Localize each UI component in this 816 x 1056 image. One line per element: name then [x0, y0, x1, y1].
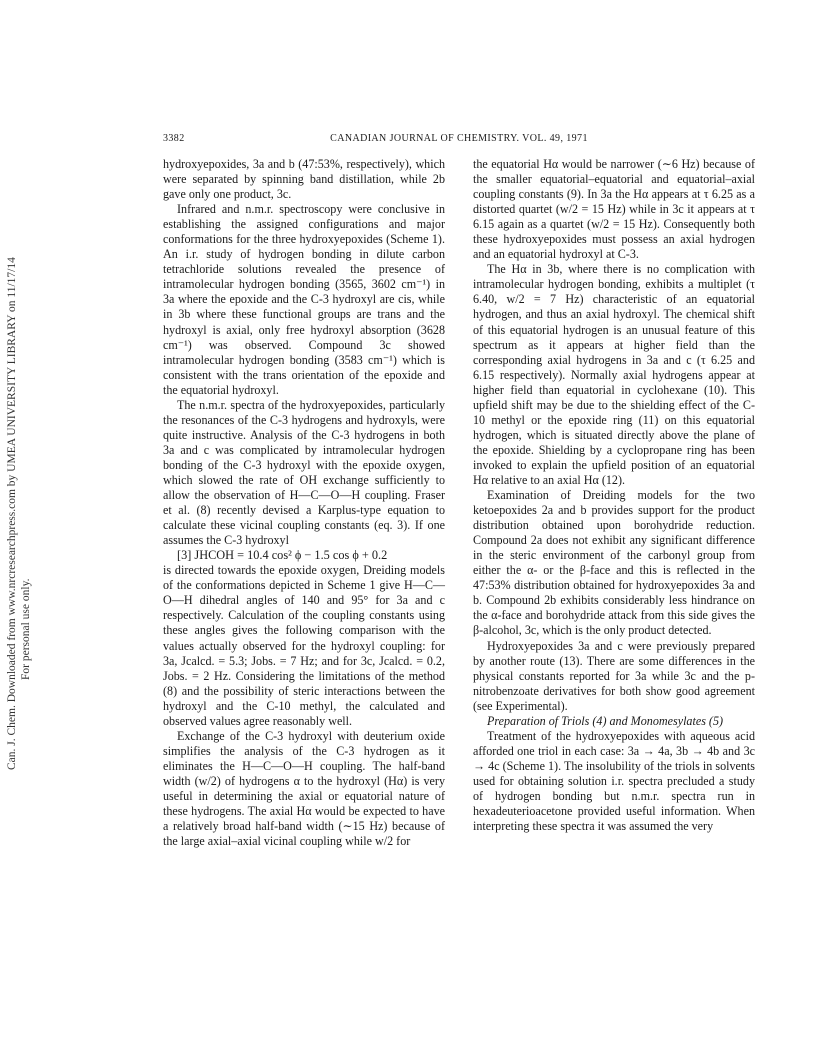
paragraph: Hydroxyepoxides 3a and c were previously prepared by another route (13). There are some differences in the physical constants reported for 3a while 3c and the p-nitrobenzoate derivatives for both show good agreement (see Experimental). — [473, 638, 755, 713]
journal-title: CANADIAN JOURNAL OF CHEMISTRY. VOL. 49, 1971 — [330, 133, 588, 144]
paragraph: Infrared and n.m.r. spectroscopy were conclusive in establishing the assigned configurations and major conformations for the three hydroxyepoxides (Scheme 1). An i.r. study of hydrogen bonding in dilute carbon tetrachloride solutions revealed the presence of intramolecular hydrogen bonding (3565, 3602 cm⁻¹) in 3a where the epoxide and the C-3 hydroxyl are cis, while in 3b where these functional groups are trans and the hydroxyl is axial, only free hydroxyl absorption (3628 cm⁻¹) was observed. Compound 3c showed intramolecular hydrogen bonding (3583 cm⁻¹) which is consistent with the trans orientation of the epoxide and the equatorial hydroxyl. — [163, 202, 445, 397]
section-heading: Preparation of Triols (4) and Monomesylates (5) — [487, 713, 724, 728]
left-column — [163, 157, 445, 849]
right-column — [473, 157, 755, 834]
equation-3: [3] JHCOH = 10.4 cos² ϕ − 1.5 cos ϕ + 0.2 — [177, 548, 388, 563]
paragraph: is directed towards the epoxide oxygen, Dreiding models of the conformations depicted in Scheme 1 give H—C—O—H dihedral angles of 140 and 95° for 3a and c respectively. Calculation of the coupling constants using these angles gives the following comparison with the values actually observed for the hydroxyl coupling: for 3a, Jcalcd. = 5.3; Jobs. = 7 Hz; and for 3c, Jcalcd. = 0.2, Jobs. = 2 Hz. Considering the limitations of the method (8) and the possibility of steric interactions between the hydroxyl and the C-10 methyl, the calculated and observed values agree reasonably well. — [163, 563, 445, 728]
watermark-line-1: Can. J. Chem. Downloaded from www.nrcresearchpress.com by UMEA UNIVERSITY LIBRARY on 11/17/14 — [6, 257, 18, 770]
paragraph: Treatment of the hydroxyepoxides with aqueous acid afforded one triol in each case: 3a → 4a, 3b → 4b and 3c → 4c (Scheme 1). The insolubility of the triols in solvents used for obtaining solution i.r. spectra precluded a study of hydrogen bonding but n.m.r. spectra run in hexadeuterioacetone provided useful information. When interpreting these spectra it was assumed the very — [473, 728, 755, 834]
paragraph: The n.m.r. spectra of the hydroxyepoxides, particularly the resonances of the C-3 hydrogens and hydroxyls, were quite instructive. Analysis of the C-3 hydrogens in both 3a and c was complicated by intramolecular hydrogen bonding of the C-3 hydroxyl with the epoxide oxygen, which slowed the rate of OH exchange sufficiently to allow the observation of H—C—O—H coupling. Fraser et al. (8) recently devised a Karplus-type equation to calculate these vicinal coupling constants (eq. 3). If one assumes the C-3 hydroxyl — [163, 397, 445, 548]
page-number: 3382 — [163, 133, 185, 144]
paragraph: hydroxyepoxides, 3a and b (47:53%, respectively), which were separated by spinning band distillation, while 2b gave only one product, 3c. — [163, 157, 445, 202]
download-watermark — [0, 257, 40, 770]
paragraph: Exchange of the C-3 hydroxyl with deuterium oxide simplifies the analysis of the C-3 hydrogen as it eliminates the H—C—O—H coupling. The half-band width (w/2) of hydrogens α to the hydroxyl (Hα) is very useful in determining the axial or equatorial nature of these hydrogens. The axial Hα would be expected to have a relatively broad half-band width (∼15 Hz) because of the large axial–axial vicinal coupling while w/2 for — [163, 728, 445, 849]
watermark-line-2: For personal use only. — [20, 578, 32, 680]
paragraph: The Hα in 3b, where there is no complication with intramolecular hydrogen bonding, exhibits a multiplet (τ 6.40, w/2 = 7 Hz) characteristic of an equatorial hydrogen, and thus an axial hydroxyl. The chemical shift of this equatorial hydrogen is an unusual feature of this spectrum as it appears at higher field than the corresponding axial hydrogens in 3a and c (τ 6.25 and 6.15 respectively). Normally axial hydrogens appear at higher field than equatorial in cyclohexane (10). This upfield shift may be due to the shielding effect of the C-10 methyl or the epoxide ring (11) on this equatorial hydrogen, which is situated directly above the plane of the epoxide. Shielding by a cyclopropane ring has been invoked to explain the upfield position of an equatorial Hα relative to an axial Hα (12). — [473, 262, 755, 487]
paragraph: the equatorial Hα would be narrower (∼6 Hz) because of the smaller equatorial–equatorial and equatorial–axial coupling constants (9). In 3a the Hα appears at τ 6.25 as a distorted quartet (w/2 = 15 Hz) while in 3c it appears at τ 6.15 again as a quartet (w/2 = 15 Hz). Consequently both these hydroxyepoxides must possess an axial hydrogen and an equatorial hydroxyl at C-3. — [473, 157, 755, 262]
running-header — [163, 133, 755, 149]
paragraph: Examination of Dreiding models for the two ketoepoxides 2a and b provides support for the product distribution obtained upon borohydride reduction. Compound 2a does not exhibit any significant difference in the steric environment of the carbonyl group from either the α- or the β-face and this is reflected in the 47:53% distribution obtained for hydroxyepoxides 3a and b. Compound 2b exhibits considerably less hindrance on the α-face and borohydride attack from this side gives the β-alcohol, 3c, which is the only product detected. — [473, 488, 755, 638]
